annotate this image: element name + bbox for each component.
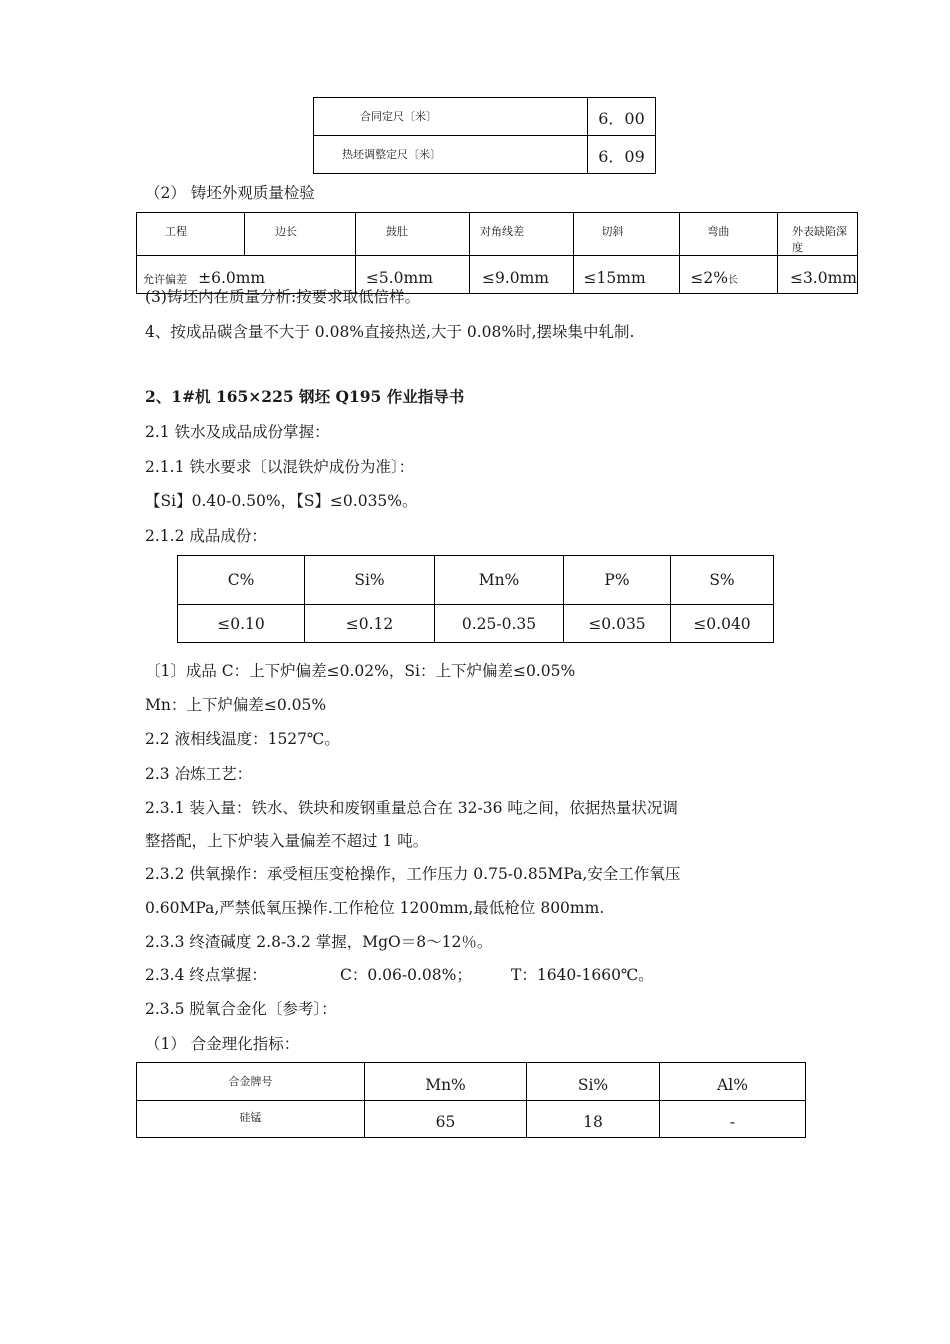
composition-value: ≤0.10 bbox=[178, 605, 305, 643]
length-table bbox=[313, 97, 656, 174]
text-2-3-5: 2.3.5 脱氧合金化〔参考〕： bbox=[145, 1000, 337, 1018]
appearance-value: ≤5.0mm bbox=[355, 256, 469, 294]
alloy-index-heading: （1） 合金理化指标： bbox=[145, 1035, 300, 1053]
composition-header: C% bbox=[178, 556, 305, 605]
appearance-row-label: 允许偏差 ±6.0mm bbox=[137, 256, 356, 294]
appearance-value: ≤2%长 bbox=[680, 256, 778, 294]
text-2-3-3: 2.3.3 终渣碱度 2.8-3.2 掌握，MgO＝8～12％。 bbox=[145, 933, 493, 951]
alloy-header: Al% bbox=[660, 1063, 806, 1101]
text-2-3-1a: 2.3.1 装入量：铁水、铁块和废钢重量总合在 32-36 吨之间，依据热量状况调 bbox=[145, 799, 678, 817]
alloy-cell: 18 bbox=[527, 1101, 660, 1138]
alloy-cell: - bbox=[660, 1101, 806, 1138]
hot-delivery-line: 4、按成品碳含量不大于 0.08%直接热送,大于 0.08%时,摆垛集中轧制. bbox=[145, 323, 635, 341]
text-2-1-1: 2.1.1 铁水要求〔以混铁炉成份为准〕： bbox=[145, 458, 415, 476]
length-value-cell: 6．00 bbox=[588, 98, 656, 136]
text-2-3-2a: 2.3.2 供氧操作：承受桓压变枪操作，工作压力 0.75-0.85MPa,安全工作氧压 bbox=[145, 865, 681, 883]
composition-header: P% bbox=[564, 556, 671, 605]
length-label-cell: 热坯调整定尺〔米〕 bbox=[314, 136, 588, 174]
appearance-value: ≤15mm bbox=[573, 256, 680, 294]
section-heading: 2、1#机 165×225 钢坯 Q195 作业指导书 bbox=[145, 387, 465, 406]
composition-value: ≤0.12 bbox=[305, 605, 435, 643]
appearance-header: 工程 bbox=[137, 213, 245, 256]
appearance-header: 鼓肚 bbox=[355, 213, 469, 256]
deviation-line-2: Mn：上下炉偏差≤0.05% bbox=[145, 696, 327, 714]
section-2-heading: （2） 铸坯外观质量检验 bbox=[145, 184, 315, 202]
composition-value: ≤0.040 bbox=[671, 605, 774, 643]
composition-header: Si% bbox=[305, 556, 435, 605]
text-2-3: 2.3 冶炼工艺： bbox=[145, 765, 253, 783]
alloy-header: 合金牌号 bbox=[137, 1063, 365, 1101]
appearance-header: 边长 bbox=[245, 213, 356, 256]
composition-value: ≤0.035 bbox=[564, 605, 671, 643]
text-2-1: 2.1 铁水及成品成份掌握： bbox=[145, 423, 330, 441]
text-si-s: 【Si】0.40-0.50%，【S】≤0.035%。 bbox=[145, 492, 418, 510]
alloy-table bbox=[136, 1062, 806, 1138]
appearance-header: 切斜 bbox=[573, 213, 680, 256]
text-2-3-4-c: C：0.06-0.08%； bbox=[340, 966, 472, 984]
appearance-table bbox=[136, 212, 858, 294]
appearance-value: ≤9.0mm bbox=[469, 256, 573, 294]
appearance-header: 外表缺陷深度 bbox=[777, 213, 857, 256]
alloy-header: Si% bbox=[527, 1063, 660, 1101]
appearance-header: 弯曲 bbox=[680, 213, 778, 256]
composition-table bbox=[177, 555, 774, 643]
text-2-2: 2.2 液相线温度：1527℃。 bbox=[145, 730, 340, 748]
composition-value: 0.25-0.35 bbox=[435, 605, 564, 643]
composition-header: Mn% bbox=[435, 556, 564, 605]
alloy-header: Mn% bbox=[365, 1063, 527, 1101]
appearance-header: 对角线差 bbox=[469, 213, 573, 256]
length-label-cell: 合同定尺〔米〕 bbox=[314, 98, 588, 136]
appearance-value: ≤3.0mm bbox=[777, 256, 857, 294]
quality-analysis-line: (3)铸坯内在质量分析:按要求取低倍样。 bbox=[145, 288, 421, 306]
text-2-3-4-t: T：1640-1660℃。 bbox=[511, 966, 654, 984]
alloy-cell: 65 bbox=[365, 1101, 527, 1138]
alloy-cell: 硅锰 bbox=[137, 1101, 365, 1138]
text-2-3-1b: 整搭配，上下炉装入量偏差不超过 1 吨。 bbox=[145, 832, 429, 850]
text-2-1-2: 2.1.2 成品成份： bbox=[145, 527, 267, 545]
composition-header: S% bbox=[671, 556, 774, 605]
text-2-3-4-label: 2.3.4 终点掌握： bbox=[145, 966, 267, 984]
length-value-cell: 6．09 bbox=[588, 136, 656, 174]
text-2-3-2b: 0.60MPa,严禁低氧压操作.工作枪位 1200mm,最低枪位 800mm. bbox=[145, 899, 605, 917]
deviation-line-1: 〔1〕成品 C：上下炉偏差≤0.02%，Si：上下炉偏差≤0.05% bbox=[145, 662, 576, 680]
